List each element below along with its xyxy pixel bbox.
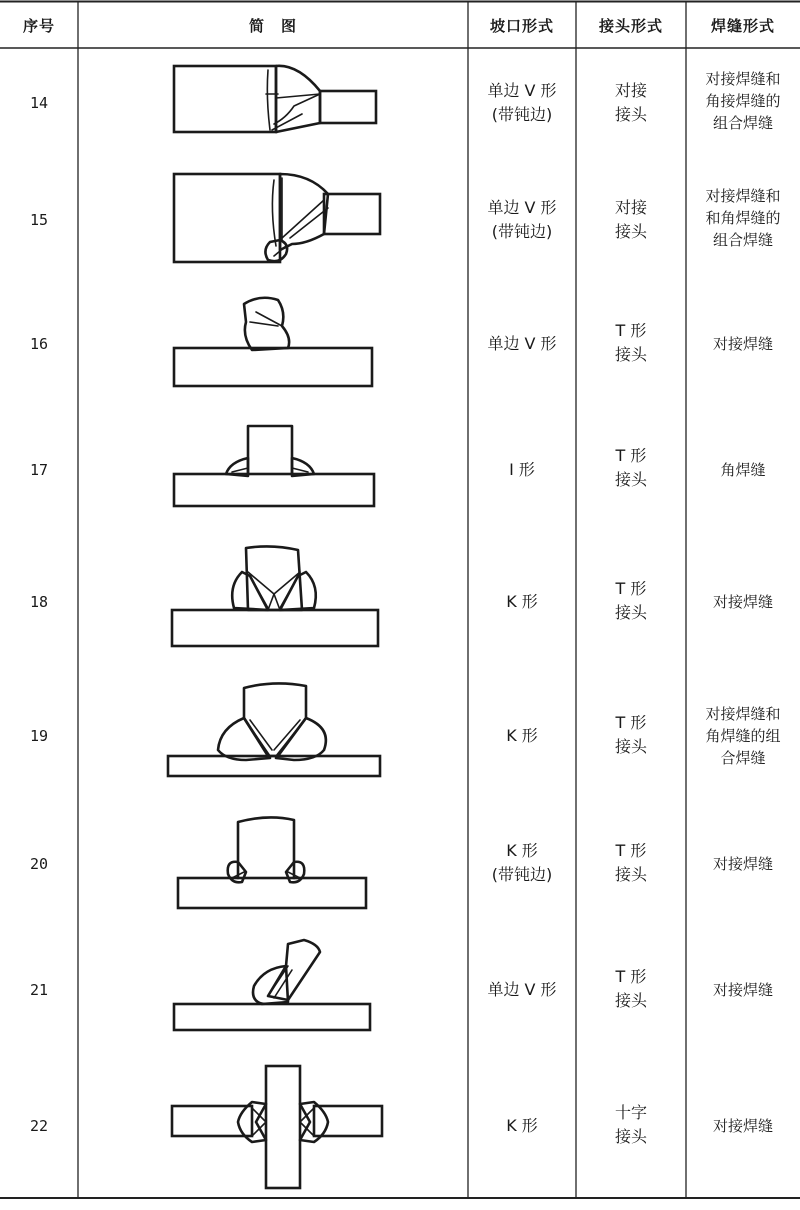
row-17-index: 17 (29, 461, 49, 479)
butt-joint-single-bevel-with-root-face-combined-icon (170, 58, 390, 140)
row-16-seam: 对接焊缝 (712, 335, 773, 353)
row-19-seam: 对接焊缝和 角焊缝的组 合焊缝 (705, 705, 781, 767)
row-20-groove: K 形 (带钝边) (491, 841, 553, 884)
row-19-groove: K 形 (506, 726, 538, 745)
header-index: 序号 (22, 16, 55, 35)
row-21-index: 21 (29, 981, 49, 999)
t-joint-k-groove-with-root-face-icon (172, 810, 372, 912)
header-sketch: 简 图 (248, 16, 297, 35)
row-16-joint: T 形 接头 (614, 321, 647, 364)
row-20-joint: T 形 接头 (614, 841, 647, 884)
row-22-joint: 十字 接头 (614, 1103, 647, 1146)
row-20-index: 20 (29, 855, 49, 873)
row-14-seam: 对接焊缝和 角接焊缝的 组合焊缝 (705, 70, 781, 132)
row-17-groove: I 形 (509, 460, 535, 479)
row-14-index: 14 (29, 94, 49, 112)
t-joint-square-fillet-icon (168, 418, 378, 510)
row-16-groove: 单边 V 形 (487, 334, 557, 353)
row-21-seam: 对接焊缝 (712, 981, 773, 999)
header-joint-type: 接头形式 (598, 16, 663, 35)
row-22-groove: K 形 (506, 1116, 538, 1135)
row-14-groove: 单边 V 形 (带钝边) (487, 81, 557, 124)
row-15-groove: 单边 V 形 (带钝边) (487, 198, 557, 241)
row-15-index: 15 (29, 211, 49, 229)
row-18-joint: T 形 接头 (614, 579, 647, 622)
row-17-seam: 角焊缝 (720, 461, 766, 479)
header-seam-type: 焊缝形式 (710, 16, 775, 35)
row-19-index: 19 (29, 727, 49, 745)
row-21-joint: T 形 接头 (614, 967, 647, 1010)
t-joint-k-groove-icon (168, 542, 380, 650)
row-18-seam: 对接焊缝 (712, 593, 773, 611)
row-22-index: 22 (29, 1117, 49, 1135)
row-20-seam: 对接焊缝 (712, 855, 773, 873)
row-15-joint: 对接 接头 (614, 198, 647, 241)
t-joint-inclined-single-bevel-icon (170, 936, 376, 1036)
t-joint-single-bevel-icon (168, 292, 378, 392)
row-21-groove: 单边 V 形 (487, 980, 557, 999)
cruciform-joint-k-groove-icon (168, 1062, 386, 1192)
row-18-groove: K 形 (506, 592, 538, 611)
row-14-joint: 对接 接头 (614, 81, 647, 124)
row-17-joint: T 形 接头 (614, 446, 647, 489)
butt-joint-single-bevel-with-backing-weld-icon (170, 170, 390, 270)
row-18-index: 18 (29, 593, 49, 611)
t-joint-k-groove-combined-icon (166, 680, 384, 780)
row-19-joint: T 形 接头 (614, 713, 647, 756)
row-15-seam: 对接焊缝和 和角焊缝的 组合焊缝 (705, 187, 781, 249)
header-groove-type: 坡口形式 (489, 16, 554, 35)
row-16-index: 16 (29, 335, 49, 353)
row-22-seam: 对接焊缝 (712, 1117, 773, 1135)
